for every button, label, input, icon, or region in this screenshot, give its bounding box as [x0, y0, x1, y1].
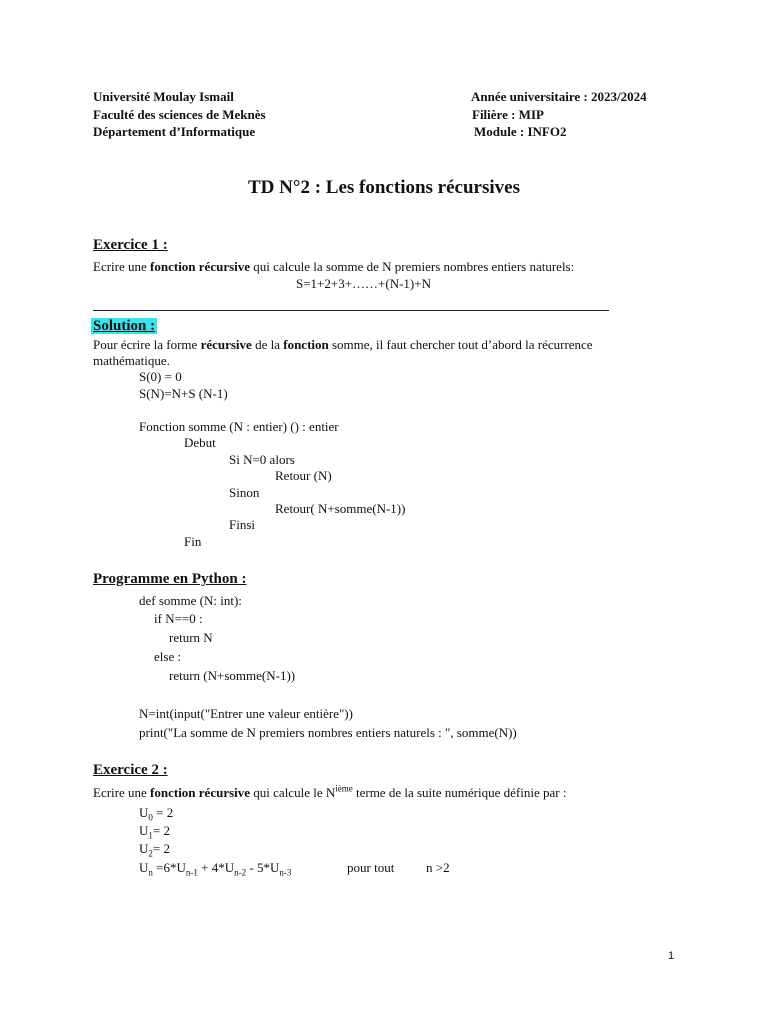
exercise2-heading: Exercice 2 :: [93, 762, 168, 778]
un-plus: + 4*U: [197, 860, 235, 875]
ex2-text-bold: fonction récursive: [150, 785, 251, 800]
header-module: Module : INFO2: [474, 124, 567, 139]
exercise1-statement: [93, 258, 574, 275]
algo-line: Retour( N+somme(N-1)): [275, 501, 406, 516]
solution-paragraph-line2: mathématique.: [93, 353, 170, 368]
code-line: return (N+somme(N-1)): [169, 668, 296, 683]
code-line: N=int(input("Entrer une valeur entière")): [139, 706, 353, 721]
header-year: Année universitaire : 2023/2024: [471, 89, 647, 104]
exercise1-heading: Exercice 1 :: [93, 237, 168, 253]
u2-rest: = 2: [152, 841, 170, 856]
ex1-text-pre: Ecrire une: [93, 259, 151, 274]
code-line: def somme (N: int):: [139, 593, 242, 608]
recurrence-step: S(N)=N+S (N-1): [139, 386, 228, 401]
u1-rest: = 2: [152, 823, 170, 838]
sequence-un: [139, 859, 291, 876]
code-line: print("La somme de N premiers nombres entiers naturels : ", somme(N)): [139, 725, 517, 740]
separator-line: [93, 310, 609, 311]
page-number: 1: [668, 950, 675, 962]
un-sub3: n-3: [279, 867, 292, 878]
un-eq: =6*U: [152, 860, 186, 875]
sequence-condition-label: pour tout: [347, 860, 395, 875]
sequence-u1: [139, 822, 170, 839]
sol-p1: Pour écrire la forme: [93, 337, 201, 352]
sol-pb1: récursive: [200, 337, 252, 352]
sequence-u2: [139, 840, 170, 857]
algo-line: Finsi: [229, 517, 256, 532]
algo-line: Fonction somme (N : entier) () : entier: [139, 419, 339, 434]
sol-pb2: fonction: [283, 337, 329, 352]
u2-sub: 2: [148, 848, 153, 859]
page-title: TD N°2 : Les fonctions récursives: [248, 177, 520, 198]
header-university: Université Moulay Ismail: [93, 89, 234, 104]
sequence-condition: n >2: [426, 860, 450, 875]
un-base: U: [139, 860, 149, 875]
algo-line: Si N=0 alors: [229, 452, 295, 467]
sequence-u0: [139, 804, 173, 821]
header-department: Département d’Informatique: [93, 124, 256, 139]
solution-heading-text: Solution :: [93, 318, 156, 334]
sol-p3: somme, il faut chercher tout d’abord la récurrence: [328, 337, 593, 352]
ex1-text-post: qui calcule la somme de N premiers nombres entiers naturels:: [250, 259, 575, 274]
algo-line: Debut: [184, 435, 216, 450]
recurrence-base: S(0) = 0: [139, 369, 182, 384]
u0-base: U: [139, 805, 149, 820]
un-sub2: n-2: [234, 867, 247, 878]
exercise2-statement: [93, 784, 566, 801]
code-line: if N==0 :: [154, 611, 203, 626]
sol-p2: de la: [251, 337, 284, 352]
header-filiere: Filière : MIP: [472, 107, 544, 122]
header-faculty: Faculté des sciences de Meknès: [93, 107, 266, 122]
code-line: else :: [154, 649, 182, 664]
algo-line: Retour (N): [275, 468, 332, 483]
solution-heading: [93, 316, 157, 336]
python-heading: Programme en Python :: [93, 571, 247, 587]
algo-line: Fin: [184, 534, 202, 549]
u1-base: U: [139, 823, 149, 838]
ex2-superscript: ième: [335, 783, 353, 794]
ex2-text-post: terme de la suite numérique définie par :: [352, 785, 567, 800]
un-sub: n: [148, 867, 153, 878]
u2-base: U: [139, 841, 149, 856]
solution-paragraph: [93, 336, 593, 353]
u0-rest: = 2: [152, 805, 174, 820]
ex2-text-mid: qui calcule le N: [250, 785, 336, 800]
un-minus: - 5*U: [246, 860, 280, 875]
u0-sub: 0: [148, 812, 153, 823]
exercise1-formula: S=1+2+3+……+(N-1)+N: [296, 276, 431, 291]
ex2-text-pre: Ecrire une: [93, 785, 151, 800]
ex1-text-bold: fonction récursive: [150, 259, 251, 274]
code-line: return N: [169, 630, 213, 645]
algo-line: Sinon: [229, 485, 260, 500]
u1-sub: 1: [148, 830, 153, 841]
un-sub1: n-1: [185, 867, 198, 878]
